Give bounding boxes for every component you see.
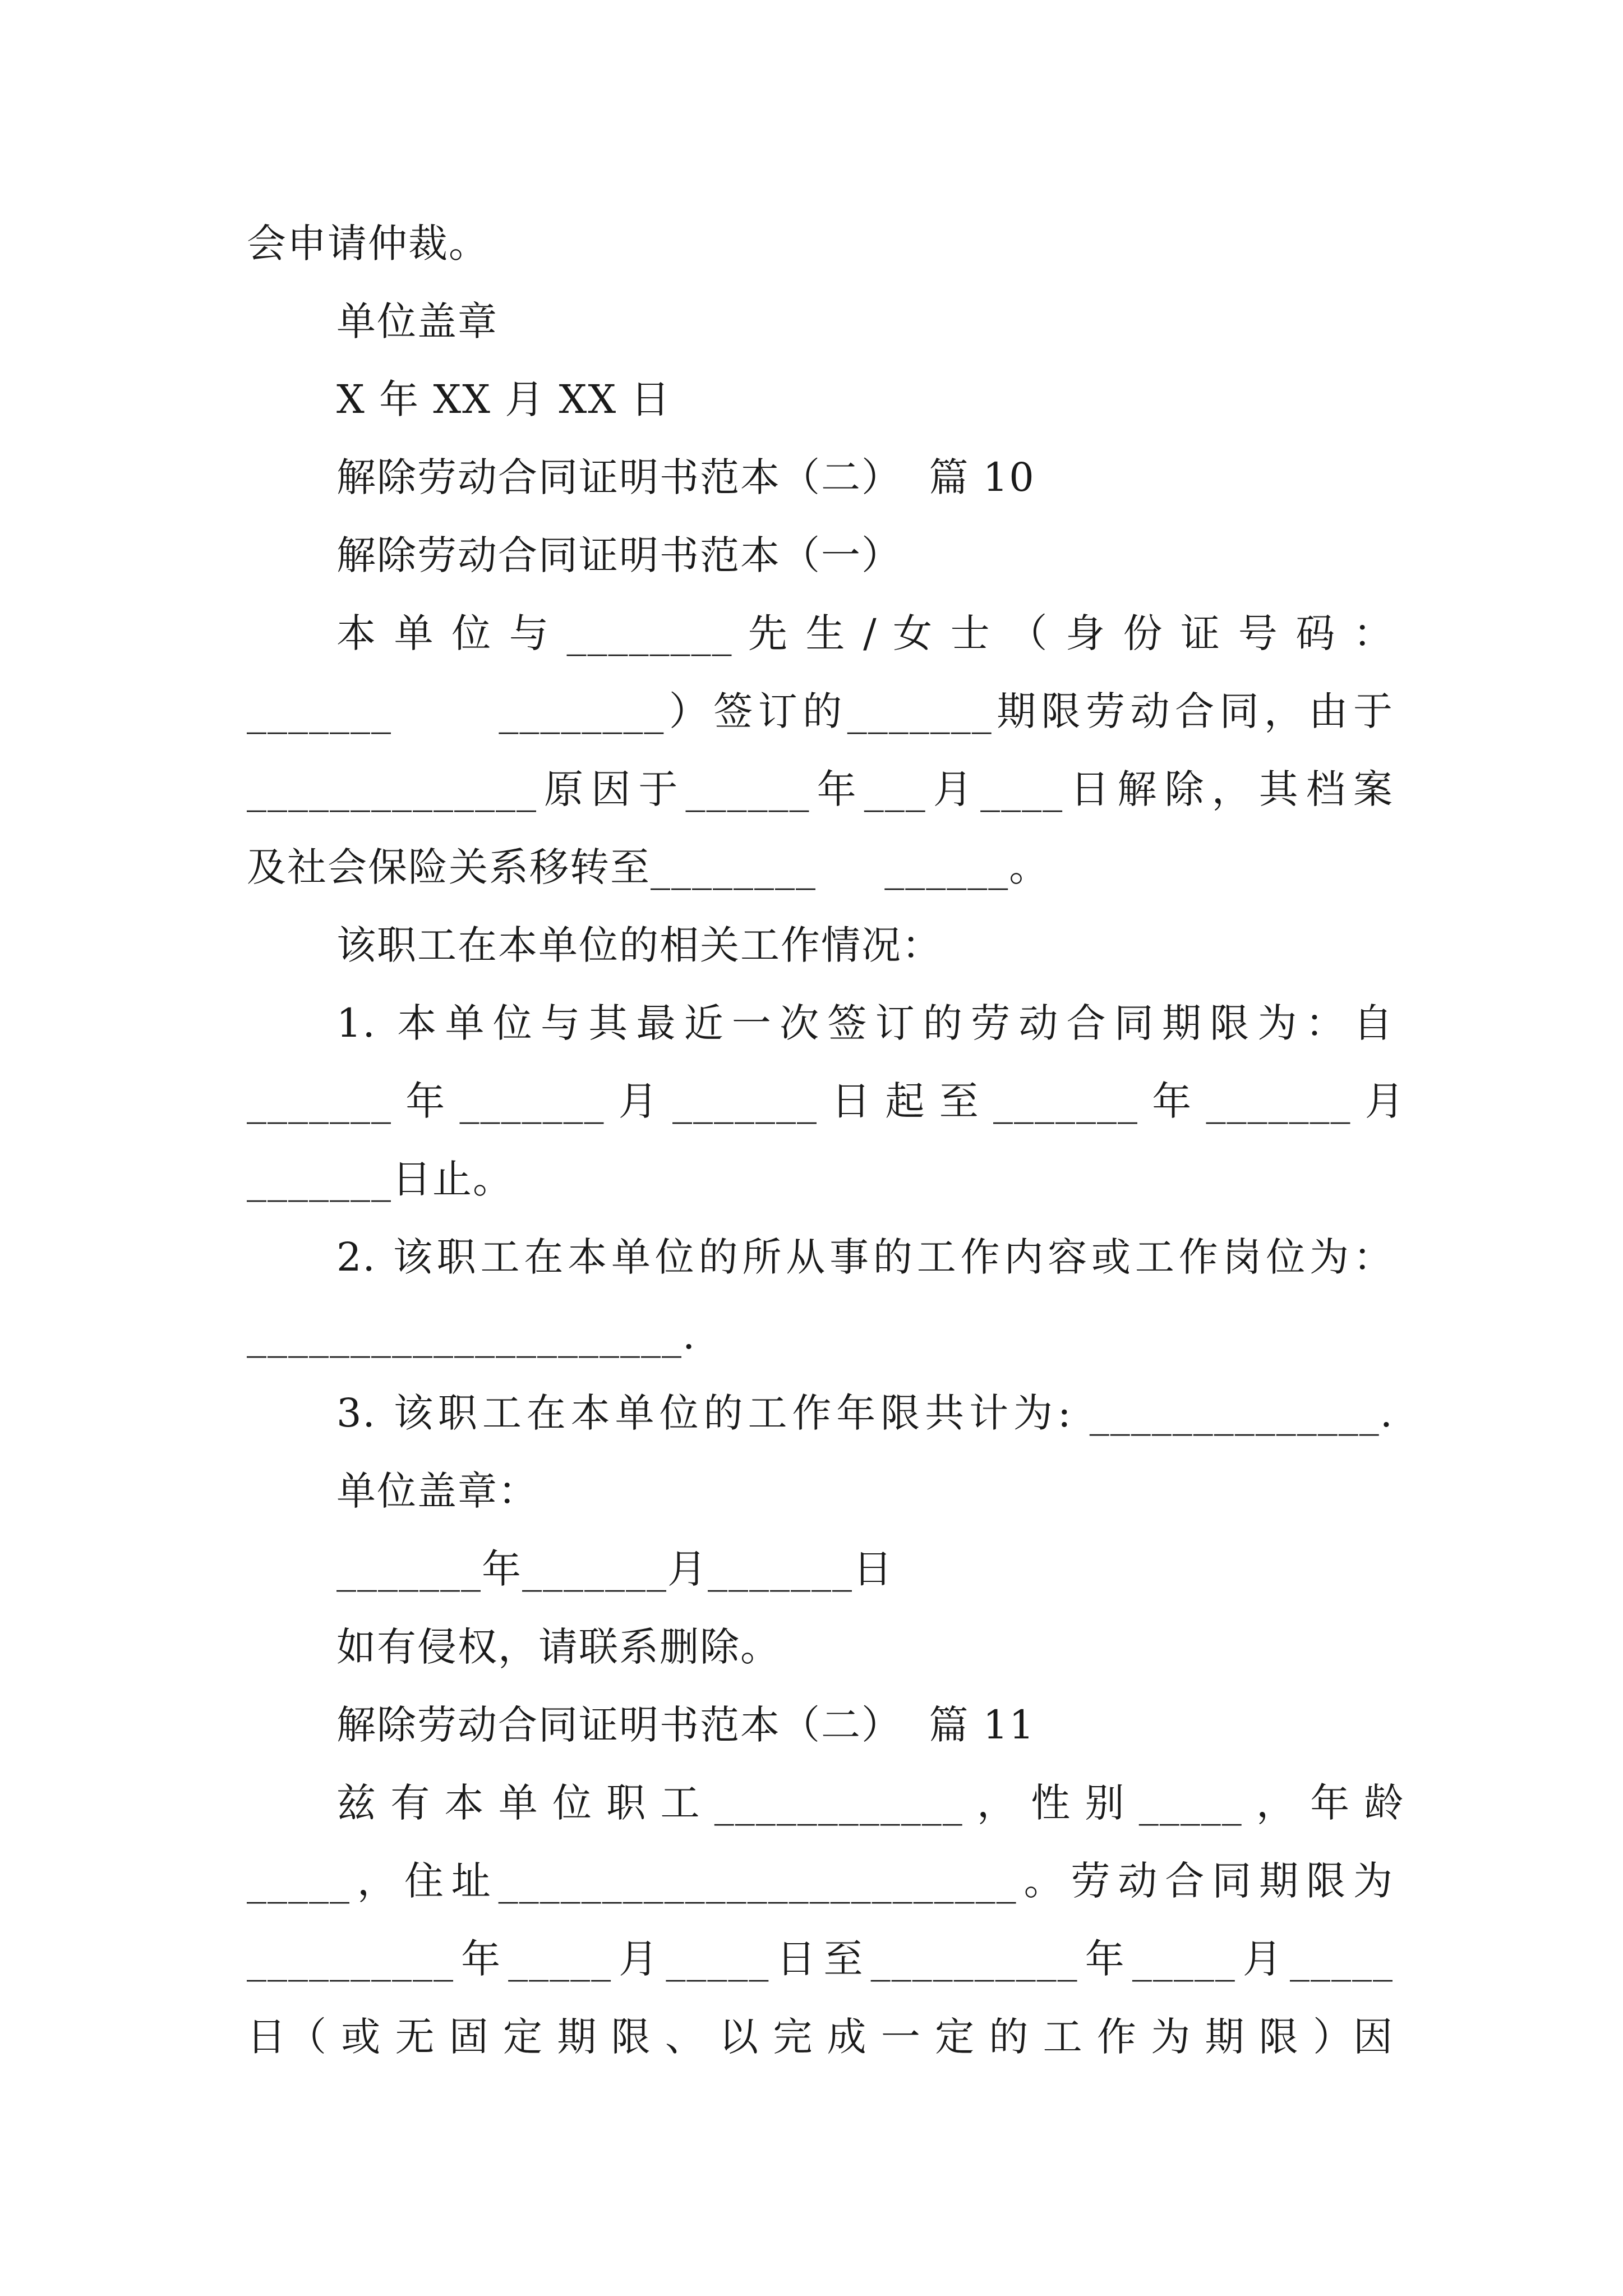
text-line-15: _____________________.: [247, 1312, 697, 1358]
text-line-1: 会申请仲裁。: [247, 220, 489, 266]
text-line-8: ______________原因于______年___月____日解除，其档案: [247, 766, 1394, 812]
text-line-21: 兹 有 本 单 位 职 工 ____________ ， 性 别 _____ ， 年 龄: [336, 1780, 1405, 1826]
text-line-10: 该职工在本单位的相关工作情况：: [336, 922, 942, 968]
text-line-12: _______ 年 _______ 月 _______ 日 起 至 _______ 年 _______ 月: [247, 1078, 1405, 1124]
text-line-18: _______年_______月_______日: [336, 1546, 893, 1592]
text-line-22: _____，住址_________________________。劳动合同期限为: [247, 1858, 1394, 1904]
text-line-7: _______ ________）签订的_______期限劳动合同，由于: [247, 688, 1394, 734]
text-line-2: 单位盖章: [336, 298, 498, 344]
text-line-14: 2. 该职工在本单位的所从事的工作内容或工作岗位为：: [336, 1234, 1394, 1280]
section-heading-11: 解除劳动合同证明书范本（二） 篇 11: [336, 1702, 1035, 1748]
text-line-17: 单位盖章：: [336, 1468, 538, 1514]
text-line-23: __________年_____月_____日至__________年_____月_____: [247, 1936, 1394, 1982]
text-line-5: 解除劳动合同证明书范本（一）: [336, 532, 902, 578]
text-line-16: 3. 该职工在本单位的工作年限共计为: ______________.: [336, 1390, 1394, 1436]
text-line-19: 如有侵权，请联系删除。: [336, 1624, 781, 1670]
text-line-24: 日（ 或 无 固 定 期 限 、 以 完 成 一 定 的 工 作 为 期 限 ）因: [247, 2014, 1394, 2060]
text-line-9: 及社会保险关系移转至________ ______。: [247, 844, 1050, 890]
text-line-3: X 年 XX 月 XX 日: [336, 376, 671, 422]
text-line-6: 本 单 位 与 ________ 先 生 / 女 士 （ 身 份 证 号 码 ：: [336, 610, 1394, 656]
text-line-13: _______日止。: [247, 1156, 513, 1202]
text-line-11: 1. 本单位与其最近一次签订的劳动合同期限为：自: [336, 1000, 1394, 1046]
section-heading-10: 解除劳动合同证明书范本（二） 篇 10: [336, 454, 1035, 500]
